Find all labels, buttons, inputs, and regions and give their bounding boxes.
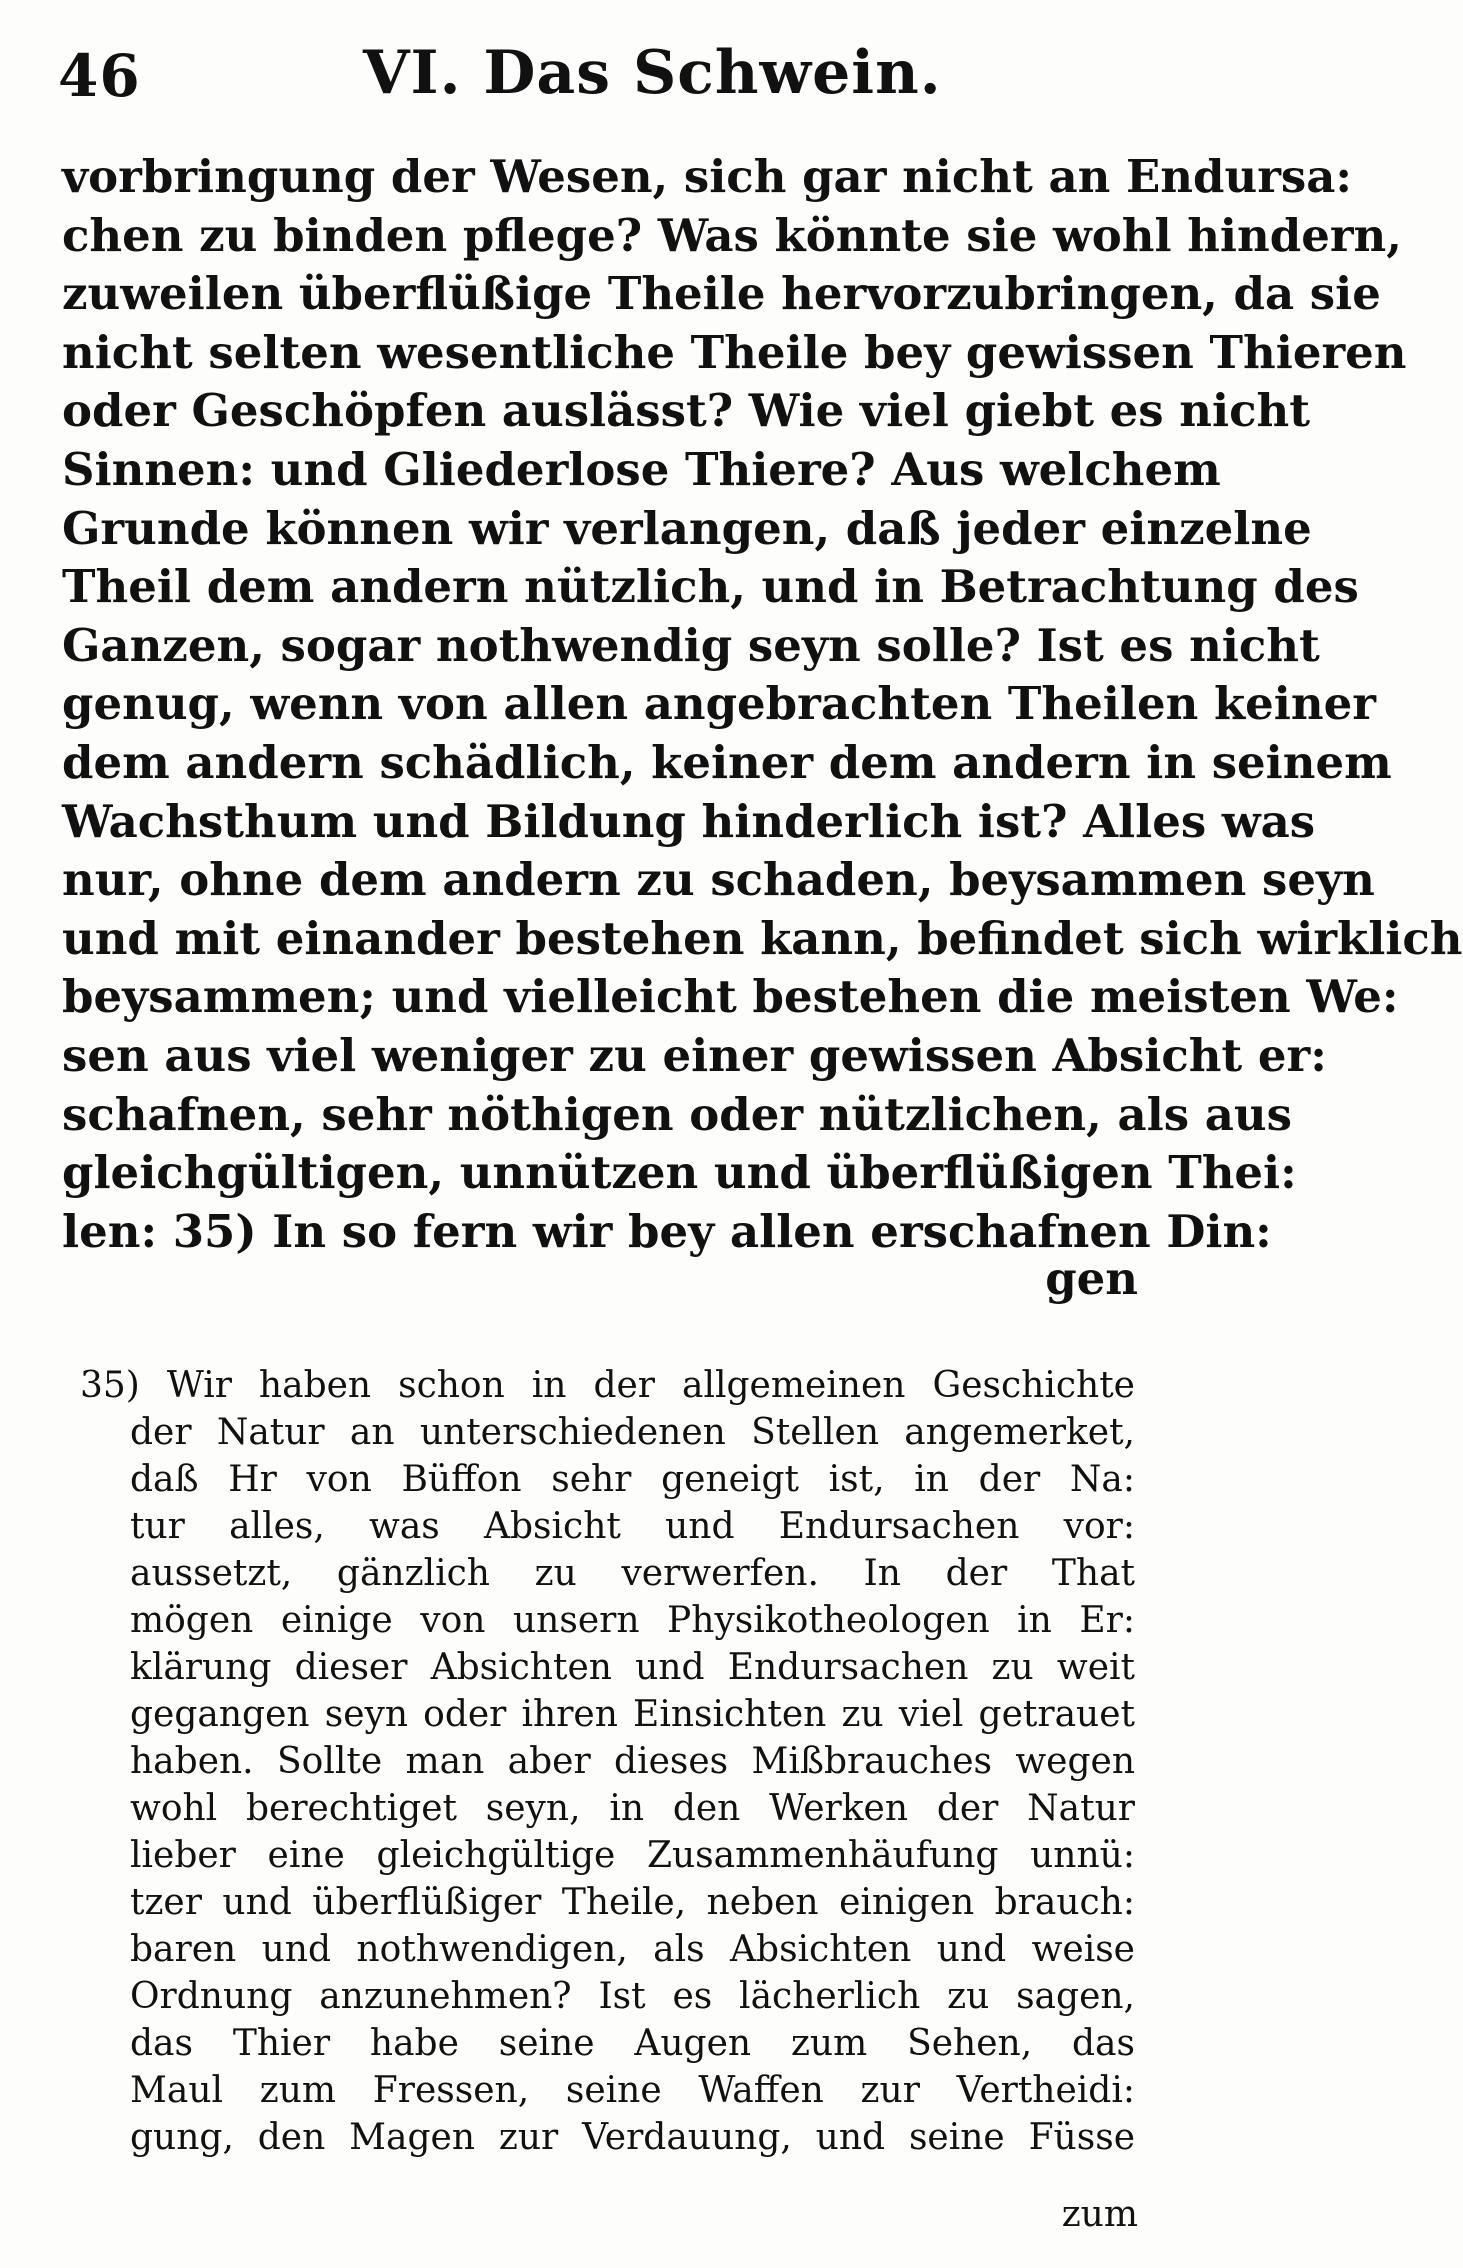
footnote-line: haben. Sollte man aber dieses Mißbrauches wegen [130,1741,1135,1782]
footnote-line: baren und nothwendigen, als Absichten und weise [130,1929,1135,1970]
footnote-line: aussetzt, gänzlich zu verwerfen. In der That [130,1553,1135,1594]
footnote-line: daß Hr von Büffon sehr geneigt ist, in der Na: [130,1459,1135,1500]
footnote-line: gegangen seyn oder ihren Einsichten zu viel getrauet [130,1694,1135,1735]
page-number: 46 [58,42,141,110]
body-line: oder Geschöpfen auslässt? Wie viel giebt es nicht [62,384,1311,438]
body-line: dem andern schädlich, keiner dem andern in seinem [62,735,1392,789]
footnote-line: wohl berechtiget seyn, in den Werken der Natur [130,1788,1135,1829]
footnote-catchword: zum [1061,2194,1138,2235]
footnote-line: klärung dieser Absichten und Endursachen zu weit [130,1647,1135,1688]
body-line: sen aus viel weniger zu einer gewissen Absicht er: [62,1028,1327,1082]
body-catchword: gen [1045,1252,1138,1305]
footnote-line: der Natur an unterschiedenen Stellen angemerket, [130,1412,1135,1453]
footnote-line: gung, den Magen zur Verdauung, und seine Füsse [130,2117,1135,2158]
body-line: zuweilen überflüßige Theile hervorzubringen, da sie [62,267,1381,321]
running-head: VI. Das Schwein. [363,38,942,108]
body-line: nicht selten wesentliche Theile bey gewissen Thieren [62,325,1407,379]
footnote-block [80,1362,1135,2161]
body-line: chen zu binden pflege? Was könnte sie wohl hindern, [62,208,1402,262]
body-line: schafnen, sehr nöthigen oder nützlichen, als aus [62,1087,1292,1141]
body-line: Theil dem andern nützlich, und in Betrachtung des [62,560,1359,614]
body-line: len: 35) In so fern wir bey allen erschafnen Din: [62,1204,1272,1258]
footnote-line: mögen einige von unsern Physikotheologen in Er: [130,1600,1135,1641]
footnote-line: tzer und überflüßiger Theile, neben einigen brauch: [130,1882,1135,1923]
body-line: Grunde können wir verlangen, daß jeder einzelne [62,501,1312,555]
footnote-line: das Thier habe seine Augen zum Sehen, das [130,2023,1135,2064]
footnote-line: Ordnung anzunehmen? Ist es lächerlich zu sagen, [130,1976,1135,2017]
body-line: Ganzen, sogar nothwendig seyn solle? Ist es nicht [62,618,1320,672]
body-line: beysammen; und vielleicht bestehen die meisten We: [62,970,1399,1024]
footnote-line: 35) Wir haben schon in der allgemeinen Geschichte [80,1365,1135,1406]
body-line: Sinnen: und Gliederlose Thiere? Aus welchem [62,442,1221,496]
footnote-line: lieber eine gleichgültige Zusammenhäufung unnü: [130,1835,1135,1876]
body-line: und mit einander bestehen kann, befindet sich wirklich [62,911,1463,965]
body-line: gleichgültigen, unnützen und überflüßigen Thei: [62,1146,1297,1200]
page-header [58,28,1138,118]
main-text-block [62,148,1463,1261]
body-line: genug, wenn von allen angebrachten Theilen keiner [62,677,1376,731]
body-line: vorbringung der Wesen, sich gar nicht an Endursa: [62,150,1353,203]
body-line: Wachsthum und Bildung hinderlich ist? Alles was [62,794,1316,848]
footnote-line: Maul zum Fressen, seine Waffen zur Vertheidi: [130,2070,1135,2111]
footnote-line: tur alles, was Absicht und Endursachen vor: [130,1506,1135,1547]
body-line: nur, ohne dem andern zu schaden, beysammen seyn [62,853,1375,907]
